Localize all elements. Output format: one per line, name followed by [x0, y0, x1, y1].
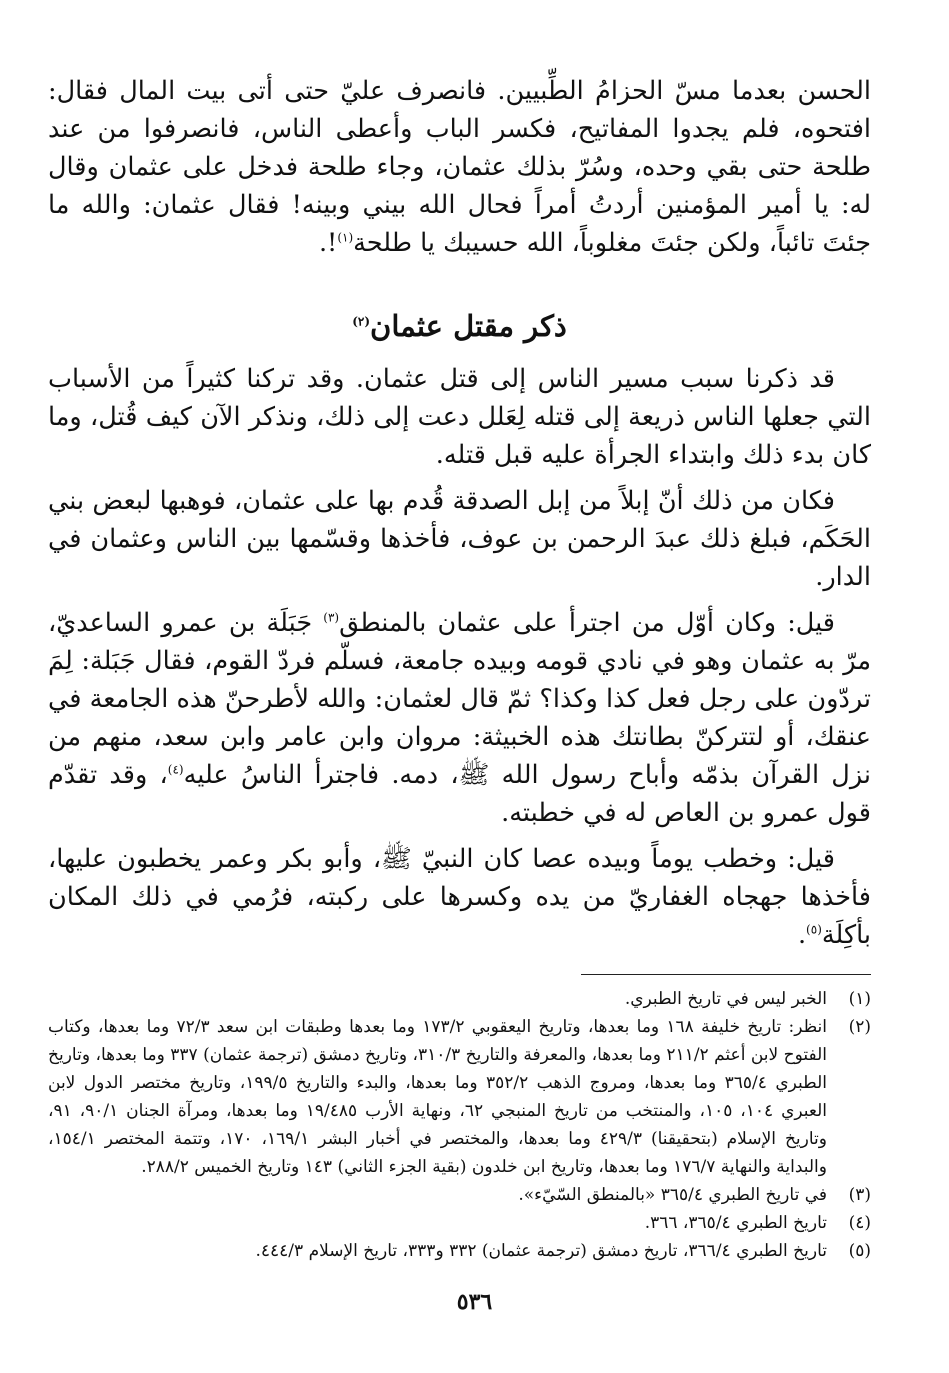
footnote-text: تاريخ الطبري ٣٦٥/٤، ٣٦٦. — [644, 1213, 827, 1233]
section-heading — [48, 306, 871, 346]
footnote-ref-3: (٣) — [323, 610, 340, 625]
footnote-text: في تاريخ الطبري ٣٦٥/٤ «بالمنطق السّيّء». — [518, 1185, 827, 1205]
paragraph-2: فكان من ذلك أنّ إبلاً من إبل الصدقة قُدم بها على عثمان، فوهبها لبعض بني الحَكَم، فبلغ ذلك عبدَ الرحمن بن عوف، فأخذها وقسّمها بين الناس وعثمان في الدار. — [48, 486, 871, 592]
footnote-number: (٢) — [848, 1017, 871, 1037]
top-paragraph — [48, 72, 871, 262]
footnote-number: (٤) — [848, 1213, 871, 1233]
footnote-ref-4: (٤) — [167, 762, 184, 777]
paragraph-3-part-3: ، وقد تقدّم قول عمرو بن العاص له في خطبته. — [48, 760, 871, 828]
footnote-ref-5: (٥) — [806, 922, 822, 937]
footnote-ref-1: (١) — [337, 230, 354, 245]
page-body — [48, 60, 871, 1265]
footnote-3 — [48, 1181, 871, 1209]
footnote-divider — [581, 974, 871, 975]
section-heading-text: ذكر مقتل عثمان — [370, 309, 567, 343]
footnote-number: (٥) — [848, 1241, 871, 1261]
page-number: ٥٣٦ — [456, 1289, 493, 1315]
footnote-number: (١) — [848, 989, 871, 1009]
footnote-text: تاريخ الطبري ٣٦٦/٤، تاريخ دمشق (ترجمة عثمان) ٣٣٢ و٣٣٣، تاريخ الإسلام ٤٤٤/٣. — [255, 1241, 827, 1261]
paragraph-3 — [48, 604, 871, 832]
footnote-1 — [48, 985, 871, 1013]
footnote-text: انظر: تاريخ خليفة ١٦٨ وما بعدها، وتاريخ اليعقوبي ١٧٣/٢ وما بعدها وطبقات ابن سعد ٧٢/٣ وما بعدها، وكتاب الفتوح لابن أعثم ٢١١/٢ وما بعدها، والمعرفة والتاريخ ٣١٠/٣، وتاريخ دمشق (ترجمة عثمان) ٣٣٧ وما بعدها، وتاريخ الطبري ٣٦٥/٤ وما بعدها، ومروج الذهب ٣٥٢/٢ وما بعدها، والبدء والتاريخ ١٩٩/٥، وتاريخ مختصر الدول لابن العبري ١٠٤، ١٠٥، والمنتخب من تاريخ المنبجي ٦٢، ونهاية الأرب ١٩/٤٨٥ وما بعدها، ومرآة الجنان ٩٠/١، ٩١، وتاريخ الإسلام (بتحقيقنا) ٤٢٩/٣ وما بعدها، والمختصر في أخبار البشر ١٦٩/١، ١٧٠، وتتمة المختصر ١٥٤/١، والبداية والنهاية ١٧٦/٧ وما بعدها، وتاريخ ابن خلدون (بقية الجزء الثاني) ١٤٣ وتاريخ الخميس ٢٨٨/٢. — [48, 1017, 828, 1177]
paragraph-4-part-2: . — [797, 920, 807, 950]
footnote-4 — [48, 1209, 871, 1237]
paragraph-4-part-1: قيل: وخطب يوماً وبيده عصا كان النبيّ ﷺ، وأبو بكر وعمر يخطبون عليها، فأخذها جهجاه الغفاريّ من يده وكسرها على ركبته، فرُمي في ذلك المكان بأكِلَة — [48, 844, 871, 950]
top-paragraph-end: !. — [318, 228, 338, 258]
footnote-ref-2: (٢) — [352, 314, 371, 329]
footnote-text: الخبر ليس في تاريخ الطبري. — [624, 989, 827, 1009]
paragraph-3-part-2: جَبَلَة بن عمرو الساعديّ، مرّ به عثمان وهو في نادي قومه وبيده جامعة، فسلّم فردّ القوم، فقال جَبَلة: لِمَ تردّون على رجل فعل كذا وكذا؟ ثمّ قال لعثمان: والله لأطرحنّ هذه الجامعة في عنقك، أو لتتركنّ بطانتك هذه الخبيثة: مروان وابن عامر وابن سعد، منهم من نزل القرآن بذمّه وأباح رسول الله ﷺ، دمه. فاجترأ الناسُ عليه — [48, 608, 871, 790]
footnote-2 — [48, 1013, 871, 1181]
footnote-5 — [48, 1237, 871, 1265]
paragraph-1: قد ذكرنا سبب مسير الناس إلى قتل عثمان. وقد تركنا كثيراً من الأسباب التي جعلها الناس ذريعة إلى قتله لِعَلل دعت إلى ذلك، ونذكر الآن كيف قُتل، وما كان بدء ذلك وابتداء الجرأة عليه قبل قتله. — [48, 364, 871, 470]
footnotes — [48, 985, 871, 1265]
footnote-number: (٣) — [848, 1185, 871, 1205]
paragraph-4 — [48, 840, 871, 954]
paragraph-3-part-1: قيل: وكان أوّل من اجترأ على عثمان بالمنطق — [339, 608, 835, 638]
top-paragraph-text: الحسن بعدما مسّ الحزامُ الطِّبيين. فانصرف عليّ حتى أتى بيت المال فقال: افتحوه، فلم يجدوا المفاتيح، فكسر الباب وأعطى الناس، فانصرفوا من عند طلحة حتى بقي وحده، وسُرّ بذلك عثمان، وجاء طلحة فدخل على عثمان وقال له: يا أمير المؤمنين أردتُ أمراً فحال الله بيني وبينه! فقال عثمان: والله ما جئتَ تائباً، ولكن جئتَ مغلوباً، الله حسيبك يا طلحة — [48, 76, 871, 258]
